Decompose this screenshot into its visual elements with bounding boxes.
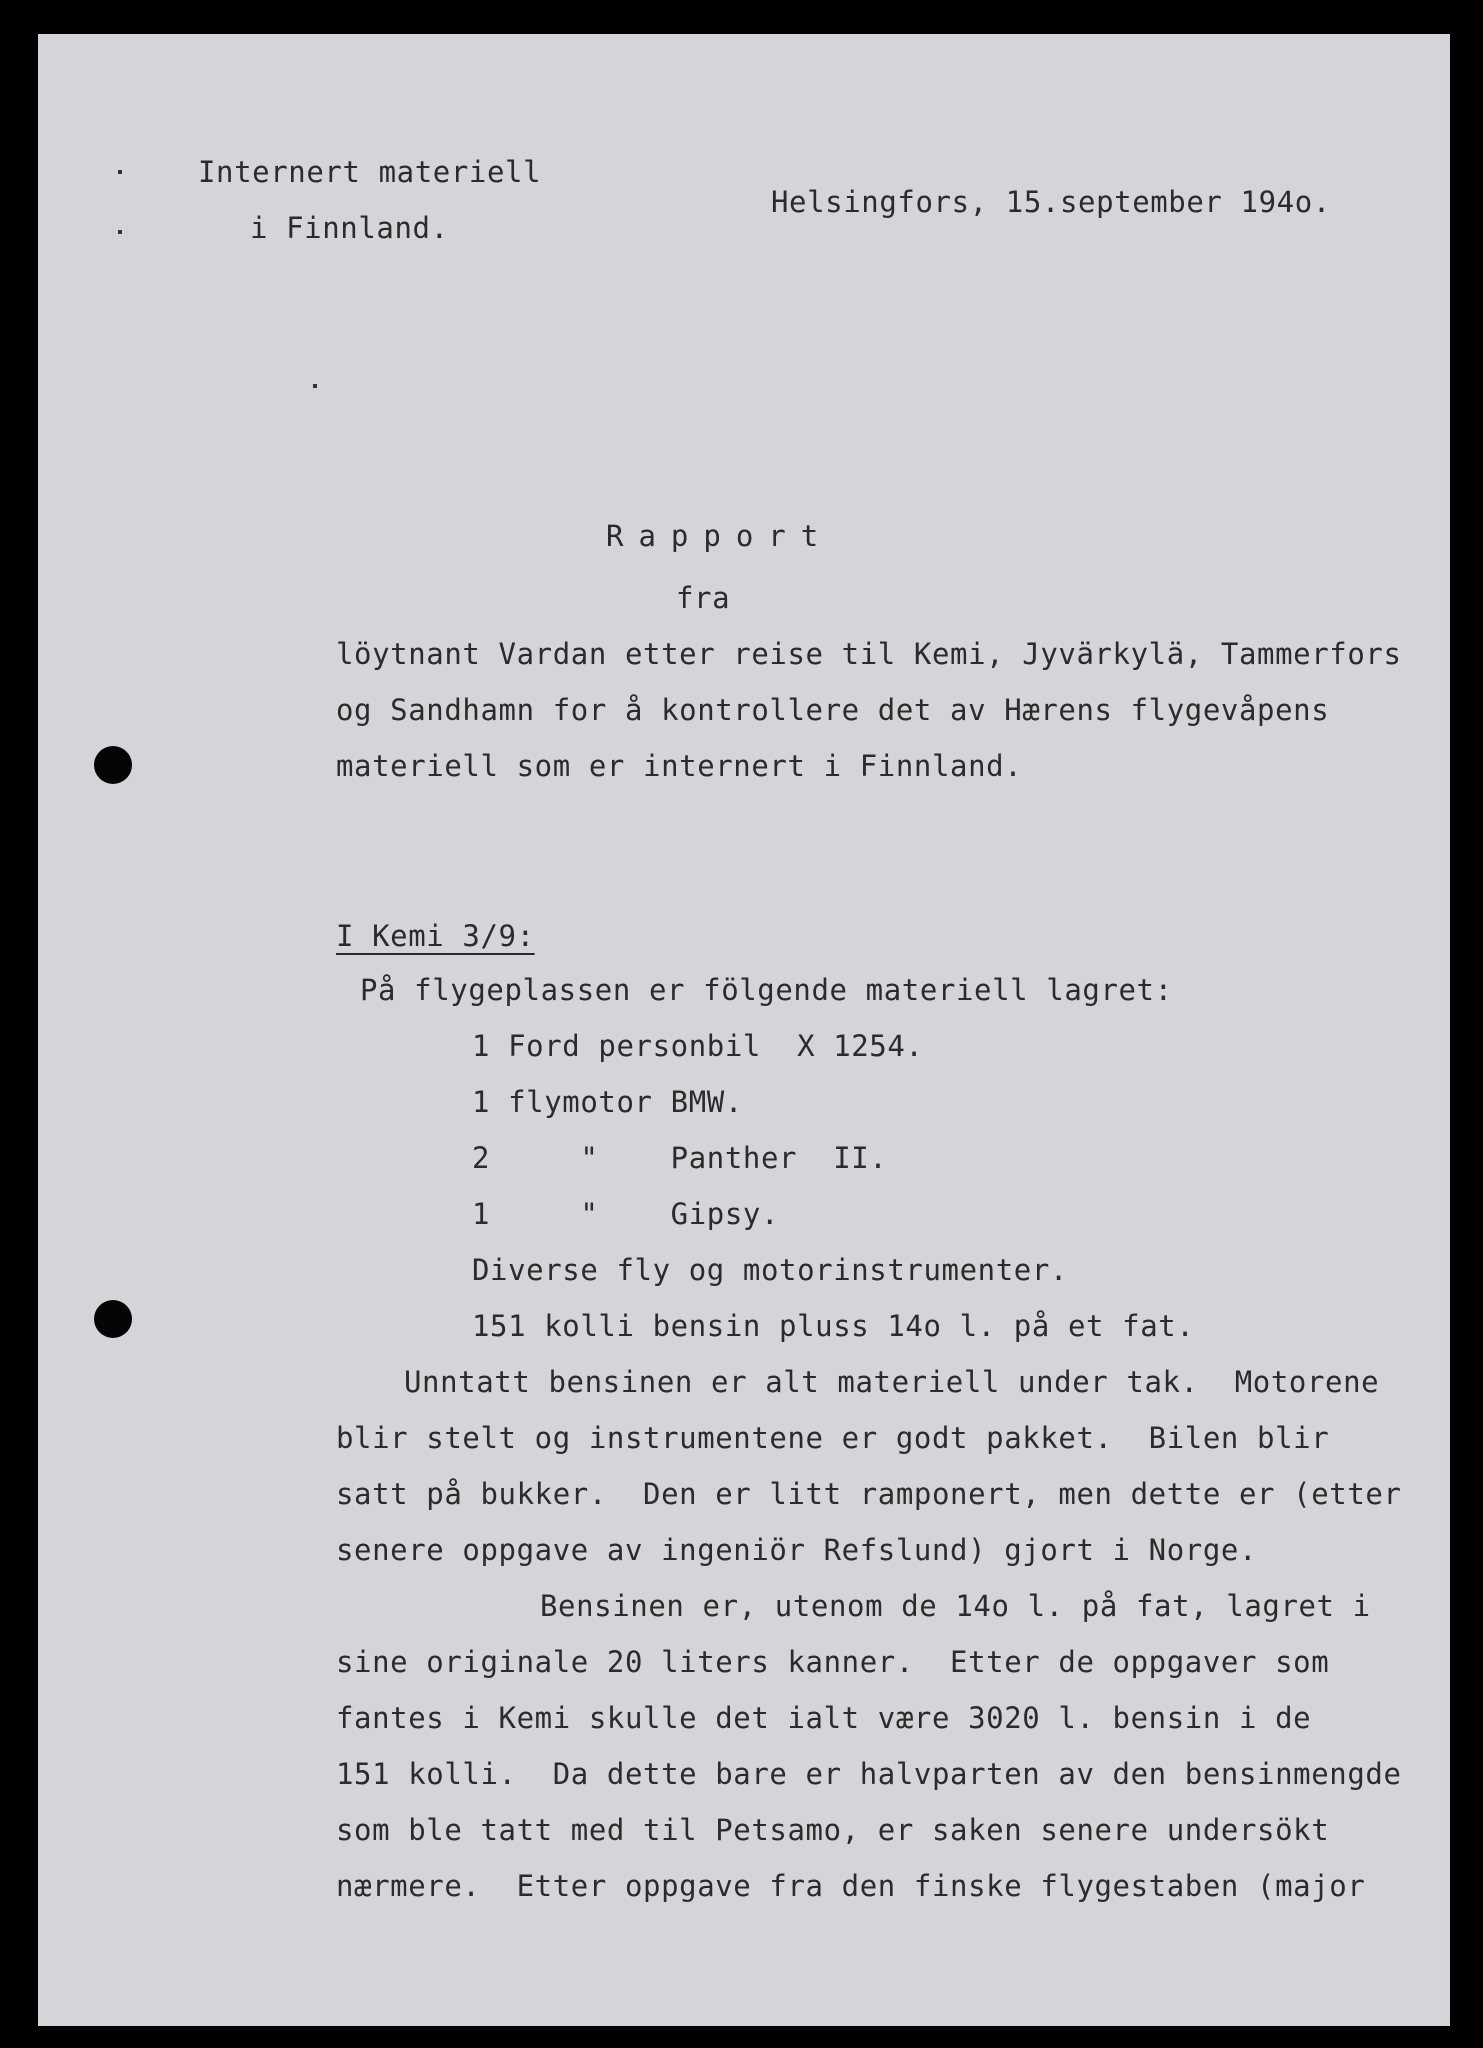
item-line: Diverse fly og motorinstrumenter. [472,1253,1068,1287]
paragraph-line: 151 kolli. Da dette bare er halvparten av den bensinmengde [336,1757,1402,1791]
title-line-3: löytnant Vardan etter reise til Kemi, Jyvärkylä, Tammerfors [336,637,1402,671]
title-line-5: materiell som er internert i Finnland. [336,749,1023,783]
paragraph-line: Bensinen er, utenom de 14o l. på fat, lagret i [540,1589,1371,1623]
paragraph-line: som ble tatt med til Petsamo, er saken senere undersökt [336,1813,1330,1847]
subject-line-2: i Finnland. [250,211,449,245]
paragraph-line: sine originale 20 liters kanner. Etter de oppgaver som [336,1645,1330,1679]
section-intro: På flygeplassen er fölgende materiell lagret: [360,973,1173,1007]
document-page [38,34,1450,2026]
punch-hole [94,1300,132,1338]
subject-line-1: Internert materiell [198,155,542,189]
paragraph-line: blir stelt og instrumentene er godt pakket. Bilen blir [336,1421,1330,1455]
item-line: 2 " Panther II. [472,1141,888,1175]
paragraph-line: fantes i Kemi skulle det ialt være 3020 l. bensin i de [336,1701,1312,1735]
paragraph-line: Unntatt bensinen er alt materiell under tak. Motorene [404,1365,1380,1399]
item-line: 1 Ford personbil X 1254. [472,1029,924,1063]
section-heading: I Kemi 3/9: [336,919,535,953]
title-line-fra: fra [676,581,731,615]
paragraph-line: satt på bukker. Den er litt ramponert, men dette er (etter [336,1477,1402,1511]
title-line-4: og Sandhamn for å kontrollere det av Hærens flygevåpens [336,693,1330,727]
margin-mark [313,384,317,388]
margin-mark [118,230,122,234]
paragraph-line: senere oppgave av ingeniör Refslund) gjort i Norge. [336,1533,1258,1567]
report-heading: Rapport [606,519,834,553]
item-line: 1 " Gipsy. [472,1197,780,1231]
place-and-date: Helsingfors, 15.september 194o. [771,185,1331,219]
punch-hole [94,746,132,784]
margin-mark [118,170,122,174]
item-line: 1 flymotor BMW. [472,1085,743,1119]
paragraph-line: nærmere. Etter oppgave fra den finske flygestaben (major [336,1869,1366,1903]
item-line: 151 kolli bensin pluss 14o l. på et fat. [472,1309,1195,1343]
